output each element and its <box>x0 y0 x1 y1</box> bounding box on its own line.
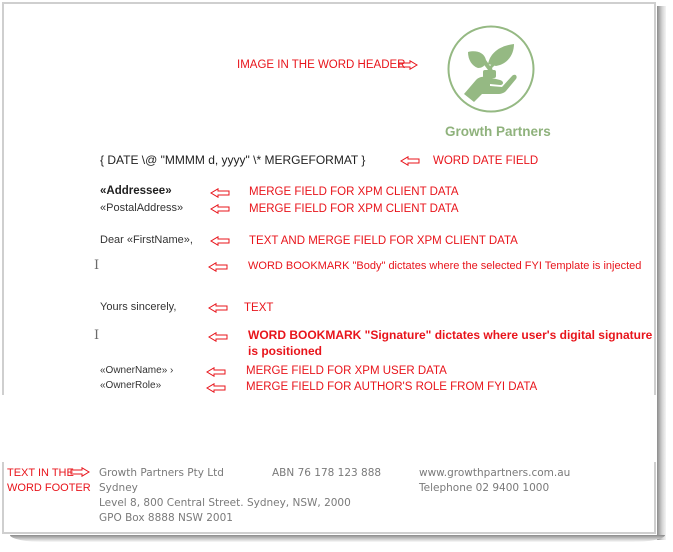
footer-telephone: Telephone 02 9400 1000 <box>419 482 550 494</box>
page-shadow-right <box>657 6 666 540</box>
date-field[interactable]: { DATE \@ "MMMM d, yyyy" \* MERGEFORMAT } <box>100 153 366 167</box>
salutation-text[interactable]: Dear «FirstName», <box>100 234 193 246</box>
footer-city: Sydney <box>99 482 138 494</box>
page-shadow-bottom <box>10 535 665 542</box>
arrow-left-icon <box>210 204 230 214</box>
body-bookmark-annotation: WORD BOOKMARK "Body" dictates where the selected FYI Template is injected <box>248 260 642 272</box>
arrow-left-icon <box>400 156 420 166</box>
arrow-right-icon <box>398 60 418 70</box>
footer-street: Level 8, 800 Central Street. Sydney, NSW, 2000 <box>99 497 351 509</box>
arrow-left-icon <box>206 367 226 377</box>
owner-name-merge-field[interactable]: «OwnerName» › <box>100 365 174 376</box>
arrow-left-icon <box>206 383 226 393</box>
owner-role-annotation: MERGE FIELD FOR AUTHOR'S ROLE FROM FYI DATA <box>246 381 538 393</box>
text-cursor-icon: I <box>94 258 100 273</box>
closing-text[interactable]: Yours sincerely, <box>100 301 177 313</box>
owner-role-merge-field[interactable]: «OwnerRole» <box>100 380 162 391</box>
closing-annotation: TEXT <box>244 302 274 314</box>
arrow-right-icon <box>70 467 90 477</box>
footer-annotation-line1: TEXT IN THE <box>7 467 74 479</box>
signature-bookmark-annotation-line2: is positioned <box>248 344 323 358</box>
footer-contact-block <box>419 466 570 496</box>
hand-holding-plant-icon <box>446 24 536 114</box>
footer-annotation-line2: WORD FOOTER <box>7 482 91 494</box>
arrow-left-icon <box>210 236 230 246</box>
footer-abn: ABN 76 178 123 888 <box>272 467 382 479</box>
addressee-annotation: MERGE FIELD FOR XPM CLIENT DATA <box>249 186 459 198</box>
date-field-annotation: WORD DATE FIELD <box>433 155 539 167</box>
text-cursor-icon: I <box>94 328 100 343</box>
postal-address-merge-field[interactable]: «PostalAddress» <box>100 202 184 214</box>
logo-company-name: Growth Partners <box>445 124 551 139</box>
arrow-left-icon <box>208 303 228 313</box>
postal-address-annotation: MERGE FIELD FOR XPM CLIENT DATA <box>249 203 459 215</box>
arrow-left-icon <box>208 332 228 342</box>
signature-bookmark-annotation-line1: WORD BOOKMARK "Signature" dictates where user's digital signature <box>248 328 653 342</box>
arrow-left-icon <box>210 188 230 198</box>
footer-po-box: GPO Box 8888 NSW 2001 <box>99 512 233 524</box>
owner-name-annotation: MERGE FIELD FOR XPM USER DATA <box>246 365 447 377</box>
arrow-left-icon <box>208 262 228 272</box>
footer-company: Growth Partners Pty Ltd <box>99 467 224 479</box>
header-annotation: IMAGE IN THE WORD HEADER <box>237 59 406 71</box>
salutation-annotation: TEXT AND MERGE FIELD FOR XPM CLIENT DATA <box>249 235 518 247</box>
footer-website[interactable]: www.growthpartners.com.au <box>419 467 571 479</box>
addressee-merge-field[interactable]: «Addressee» <box>100 185 172 197</box>
